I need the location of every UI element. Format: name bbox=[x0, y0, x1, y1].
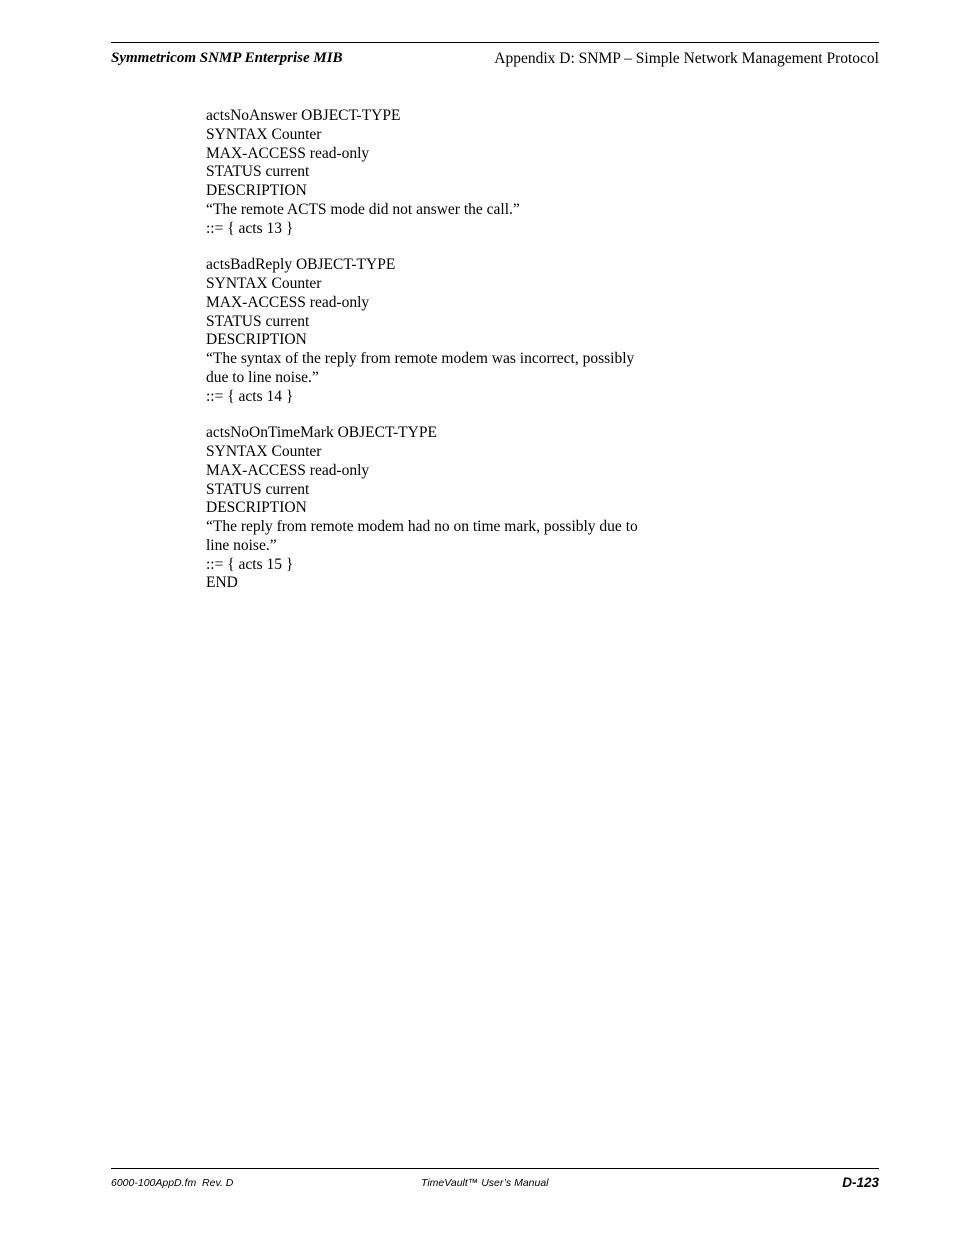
mib-object-acts-no-on-time-mark bbox=[206, 424, 666, 593]
object-type-line: actsBadReply OBJECT-TYPE bbox=[206, 256, 396, 274]
description-label: DESCRIPTION bbox=[206, 182, 307, 199]
oid-assignment-line: ::= { acts 15 } bbox=[206, 555, 294, 573]
object-type-line: actsNoOnTimeMark OBJECT-TYPE bbox=[206, 424, 437, 442]
description-label: DESCRIPTION bbox=[206, 499, 307, 517]
description-text-continued: line noise.” bbox=[206, 536, 277, 554]
max-access-line: MAX-ACCESS read-only bbox=[206, 144, 370, 162]
max-access-line: MAX-ACCESS read-only bbox=[206, 461, 370, 479]
description-text-continued: due to line noise.” bbox=[206, 368, 319, 386]
page-header bbox=[111, 42, 879, 71]
description-text: “The syntax of the reply from remote modem was incorrect, possibly bbox=[206, 350, 635, 367]
mib-object-acts-no-answer bbox=[206, 107, 666, 238]
status-line: STATUS current bbox=[206, 312, 310, 330]
page-footer bbox=[111, 1168, 879, 1199]
object-type-line: actsNoAnswer OBJECT-TYPE bbox=[206, 107, 401, 124]
end-keyword-line: END bbox=[206, 574, 238, 592]
mib-definitions bbox=[206, 107, 666, 611]
mib-object-acts-bad-reply bbox=[206, 256, 666, 406]
oid-assignment-line: ::= { acts 13 } bbox=[206, 219, 294, 237]
syntax-line: SYNTAX Counter bbox=[206, 125, 322, 143]
oid-assignment-line: ::= { acts 14 } bbox=[206, 387, 294, 405]
description-label: DESCRIPTION bbox=[206, 331, 307, 349]
description-text: “The reply from remote modem had no on time mark, possibly due to bbox=[206, 518, 638, 535]
status-line: STATUS current bbox=[206, 163, 310, 181]
header-document-title: Symmetricom SNMP Enterprise MIB bbox=[111, 50, 343, 66]
description-text: “The remote ACTS mode did not answer the call.” bbox=[206, 200, 520, 218]
syntax-line: SYNTAX Counter bbox=[206, 275, 322, 292]
footer-page-number: D-123 bbox=[842, 1175, 879, 1190]
syntax-line: SYNTAX Counter bbox=[206, 443, 322, 460]
header-chapter-title: Appendix D: SNMP – Simple Network Management Protocol bbox=[494, 50, 879, 67]
footer-file-name: 6000-100AppD.fm Rev. D bbox=[111, 1177, 234, 1189]
status-line: STATUS current bbox=[206, 480, 310, 498]
max-access-line: MAX-ACCESS read-only bbox=[206, 293, 370, 311]
footer-manual-title: TimeVault™ User’s Manual bbox=[421, 1177, 549, 1189]
